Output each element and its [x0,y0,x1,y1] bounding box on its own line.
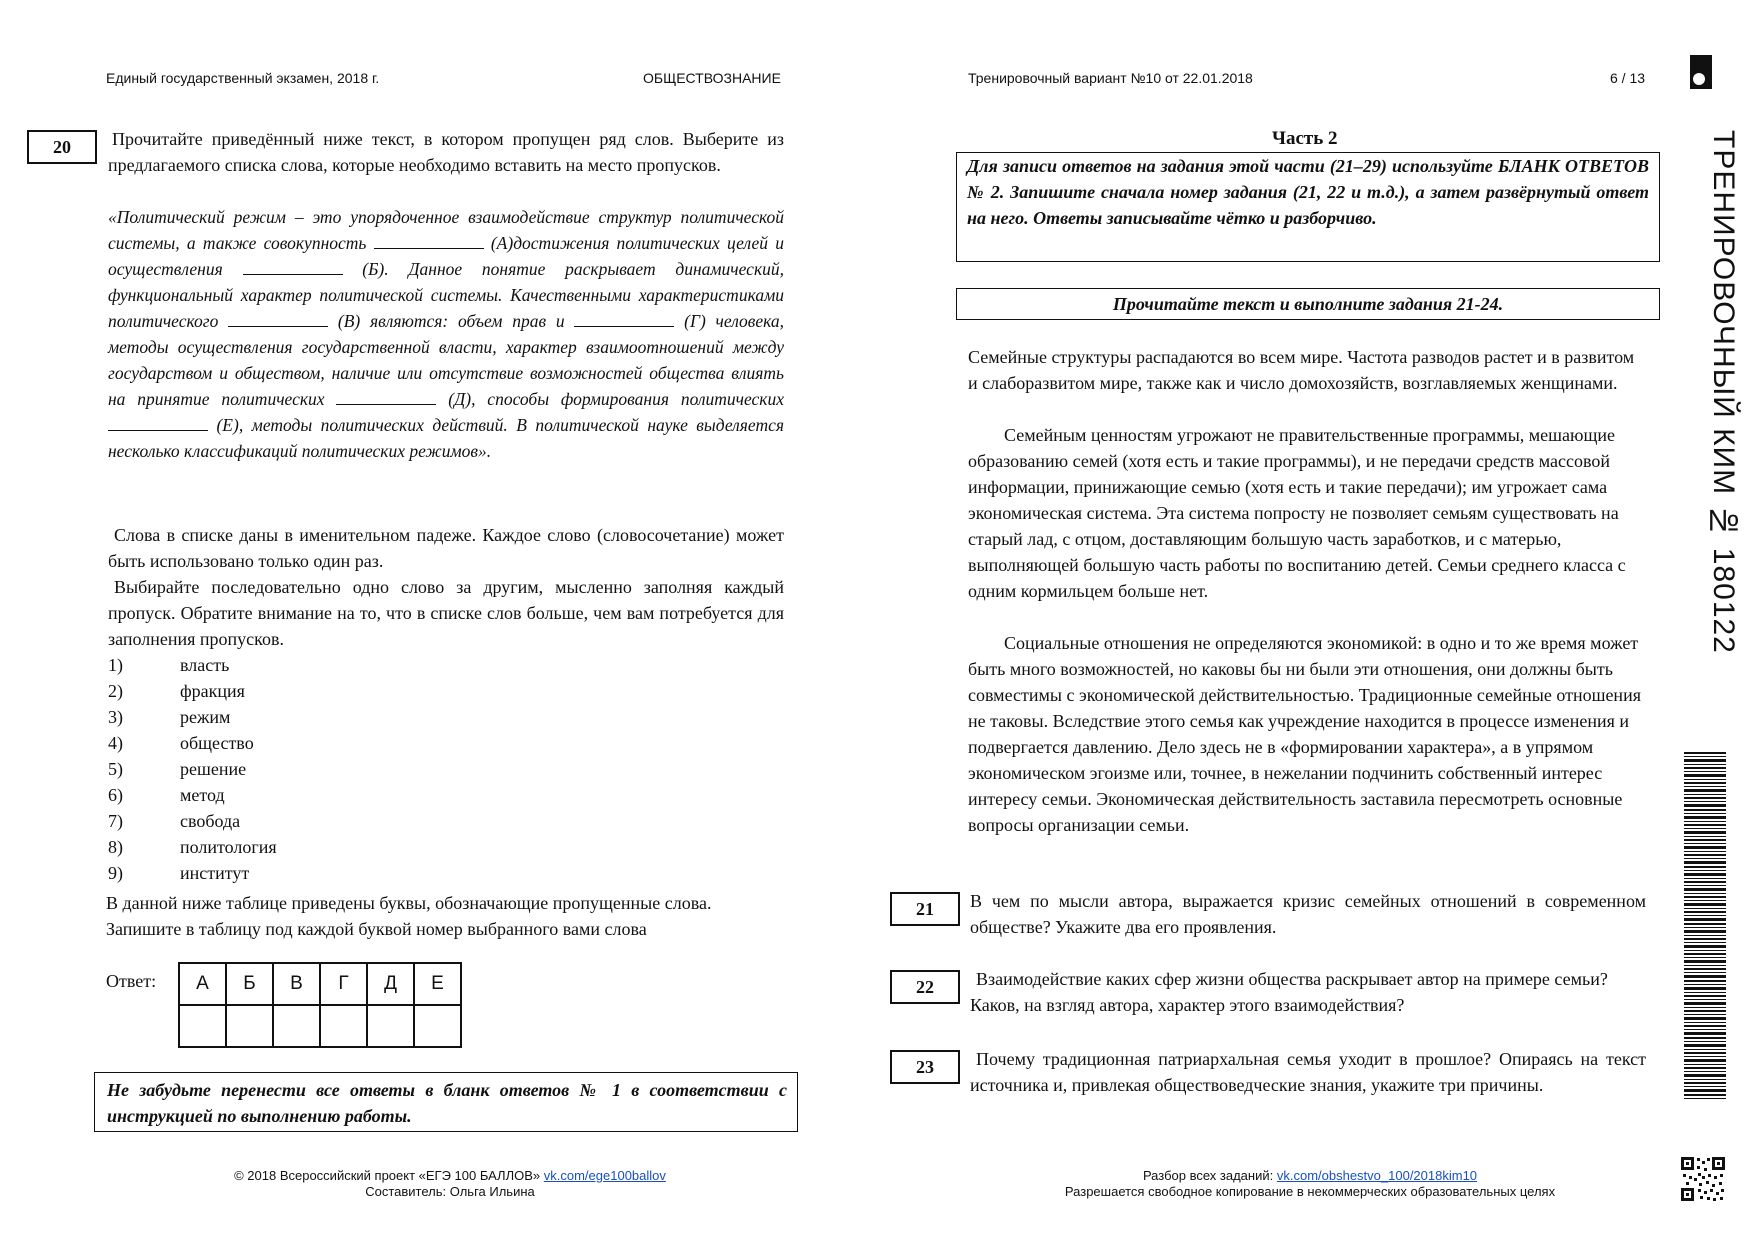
letter-cell: В [273,963,320,1005]
part2-title: Часть 2 [1272,128,1338,149]
task20-intro: Прочитайте приведённый ниже текст, в котором пропущен ряд слов. Выберите из предлагаемого списка слова, которые необходимо вставить на место пропусков. [108,129,784,175]
letter-cell: Г [320,963,367,1005]
letter-cell: А [179,963,226,1005]
read-task-text: Прочитайте текст и выполните задания 21-24. [1112,294,1504,314]
footer-right: Разбор всех заданий: vk.com/obshestvo_100/2018kim10 Разрешается свободное копирование в некоммерческих образовательных целях [1064,1168,1556,1199]
answer-label: Ответ: [106,971,157,991]
answer-table [178,962,462,1048]
read-task-box [956,288,1660,320]
task-number-23: 23 [890,1050,960,1084]
letter-cell: Б [226,963,273,1005]
answer-cell[interactable] [320,1005,367,1047]
vk-ege100-link[interactable]: vk.com/ege100ballov [543,1168,666,1183]
task-number-21: 21 [890,892,960,926]
source-paragraph-1: Семейные структуры распадаются во всем мире. Частота разводов растет и в развитом и слаборазвитом мире, также как и число домохозяйств, возглавляемых женщинами. [968,347,1635,393]
task-analysis-link[interactable]: vk.com/obshestvo_100/2018kim10 [1276,1168,1478,1183]
blank-a [374,230,484,249]
exam-title: Единый государственный экзамен, 2018 г. [106,70,380,86]
source-paragraph-2: Семейным ценностям угрожают не правительственные программы, мешающие образованию семей (хотя есть и такие программы), и не передачи средств массовой информации, принижающие семью (хотя есть и такие передачи); им угрожает сама экономическая система. Эта система попросту не позволяет семьям существовать на старый лад, с отцом, доставляющим большую часть заработков, и с матерью, выполняющей большую часть работы по воспитанию детей. Семьи среднего класса с одним кормильцем больше нет. [968,425,1626,601]
reminder-text: Не забудьте перенести все ответы в бланк ответов № 1 в соответствии с инструкцией по выполнению работы. [107,1080,787,1126]
barcode-icon [1684,752,1726,1100]
letter-cell: Д [367,963,414,1005]
list-item: 3) режим [108,707,231,727]
answer-cell[interactable] [226,1005,273,1047]
word-list [108,652,277,886]
list-item: 7) свобода [108,811,241,831]
corner-marker-icon [1690,55,1712,89]
blank-c [228,308,328,327]
subject-title: ОБЩЕСТВОЗНАНИЕ [643,70,781,86]
list-item: 2) фракция [108,681,245,701]
reminder-box [94,1072,798,1132]
list-item: 8) политология [108,837,277,857]
source-paragraph-3: Социальные отношения не определяются экономикой: в одно и то же время может быть много возможностей, но каковы бы ни были эти отношения, они должны быть совместимы с экономической действительностью. Традиционные семейные отношения не таковы. Вследствие этого семья как учреждение находится в процессе изменения и подвергается давлению. Дело здесь не в «формировании характера», а в упрямом экономическом эгоизме или, точнее, в нежелании подчинить собственный интерес интересу семьи. Экономическая действительность заставила пересмотреть основные вопросы организации семьи. [968,633,1641,835]
list-item: 4) общество [108,733,254,753]
blank-b [243,256,343,275]
variant-title: Тренировочный вариант №10 от 22.01.2018 [968,70,1253,86]
task20-passage: «Политический режим – это упорядоченное взаимодействие структур политической системы, а также совокупность (А)достижения политических целей и осуществления (Б). Данное понятие раскрывает динамический, функциональный характер политической системы. Качественными характеристиками политического (В) являются: объем прав и (Г) человека, методы осуществления государственной власти, характер взаимоотношений между государством и обществом, наличие или отсутствие возможностей общества влиять на принятие политических (Д), способы формирования политических (Е), методы политических действий. В политической науке выделяется несколько классификаций политических режимов». [108,207,785,461]
task20-instruction-1: Слова в списке даны в именительном падеже. Каждое слово (словосочетание) может быть использовано только один раз. [108,525,784,571]
blank-e [336,386,436,405]
list-item: 6) метод [108,785,225,805]
side-label: ТРЕНИРОВОЧНЫЙ КИМ № 180122 [1707,130,1740,654]
part2-instruction: Для записи ответов на задания этой части (21–29) используйте БЛАНК ОТВЕТОВ № 2. Запишите сначала номер задания (21, 22 и т.д.), а затем развёрнутый ответ на него. Ответы записывайте чётко и разборчиво. [967,156,1649,228]
blank-d [574,308,674,327]
blank-f [108,412,208,431]
table-intro: В данной ниже таблице приведены буквы, обозначающие пропущенные слова. Запишите в таблицу под каждой буквой номер выбранного вами слова [106,893,712,939]
part2-instruction-box [956,152,1660,262]
qr-code-icon [1680,1156,1726,1202]
list-item: 5) решение [108,759,247,779]
letter-cell: Е [414,963,461,1005]
question-22: Взаимодействие каких сфер жизни общества раскрывает автор на примере семьи? Каков, на взгляд автора, характер этого взаимодействия? [970,969,1608,1015]
footer-left: © 2018 Всероссийский проект «ЕГЭ 100 БАЛЛОВ» vk.com/ege100ballov Составитель: Ольга Ильина [234,1168,666,1199]
question-23: Почему традиционная патриархальная семья уходит в прошлое? Опираясь на текст источника и, привлекая обществоведческие знания, укажите три причины. [970,1049,1646,1095]
task20-instruction-2: Выбирайте последовательно одно слово за другим, мысленно заполняя каждый пропуск. Обратите внимание на то, что в списке слов больше, чем вам потребуется для заполнения пропусков. [108,577,784,649]
list-item: 1) власть [108,655,230,675]
question-21: В чем по мысли автора, выражается кризис семейных отношений в современном обществе? Укажите два его проявления. [970,891,1646,937]
list-item: 9) институт [108,863,250,883]
task-number-20: 20 [27,130,97,164]
page-number: 6 / 13 [1610,70,1646,86]
answer-cell[interactable] [414,1005,461,1047]
task-number-22: 22 [890,970,960,1004]
answer-cell[interactable] [367,1005,414,1047]
answer-cell[interactable] [179,1005,226,1047]
answer-cell[interactable] [273,1005,320,1047]
